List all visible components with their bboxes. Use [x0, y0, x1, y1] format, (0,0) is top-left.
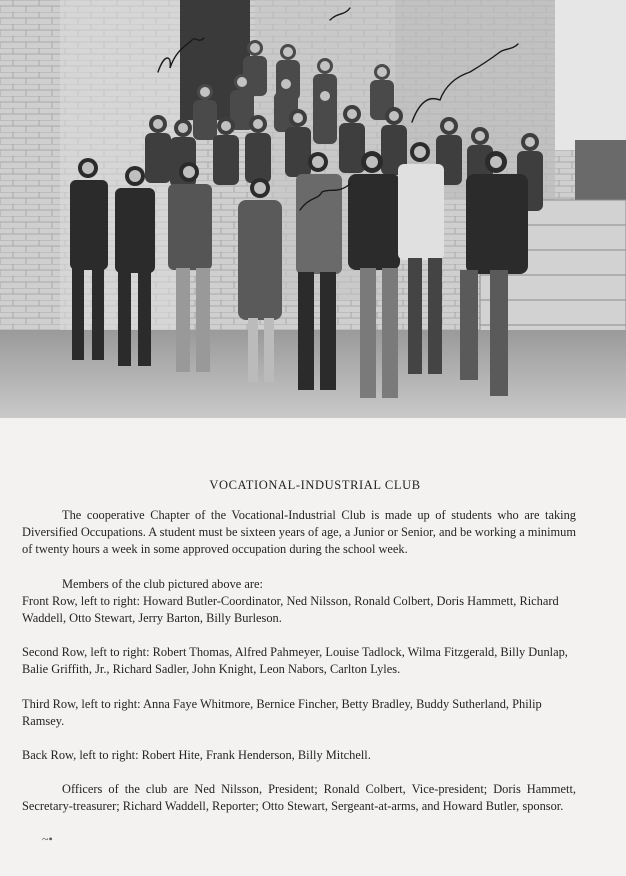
- row-third: [22, 696, 576, 730]
- row-label: Second Row, left to right:: [22, 645, 150, 660]
- row-second: [22, 644, 576, 678]
- row-label: Third Row, left to right:: [22, 696, 141, 711]
- row-front: [22, 593, 576, 627]
- group-photo: [0, 0, 626, 418]
- row-back: [22, 747, 576, 764]
- intro-paragraph: The cooperative Chapter of the Vocational-Industrial Club is made up of students who are taking Diversified Occupations. A student must be sixteen years of age, a Junior or Senior, and be working a minimum of twenty hours a week in some approved occupation during the school week.: [22, 508, 576, 557]
- article-title: VOCATIONAL-INDUSTRIAL CLUB: [209, 478, 421, 492]
- members-lead: Members of the club pictured above are:: [62, 576, 263, 591]
- row-names: Anna Faye Whitmore, Bernice Fincher, Betty Bradley, Buddy Sutherland, Philip Ramsey.: [22, 696, 542, 728]
- row-names: Robert Thomas, Alfred Pahmeyer, Louise Tadlock, Wilma Fitzgerald, Billy Dunlap, Balie Griffith, Jr., Richard Sadler, John Knight, Leon Nabors, Carlton Lyles.: [22, 645, 568, 677]
- caption-block: [0, 478, 626, 816]
- row-label: Back Row, left to right:: [22, 748, 139, 763]
- row-names: Robert Hite, Frank Henderson, Billy Mitchell.: [141, 748, 371, 763]
- officers-paragraph: Officers of the club are Ned Nilsson, President; Ronald Colbert, Vice-president; Doris Hammett, Secretary-treasurer; Richard Waddell, Reporter; Otto Stewart, Sergeant-at-arms, and Howard Butler, sponsor.: [22, 782, 576, 814]
- row-names: Howard Butler-Coordinator, Ned Nilsson, Ronald Colbert, Doris Hammett, Richard Waddell, Otto Stewart, Jerry Barton, Billy Burleson.: [22, 593, 559, 626]
- row-label: Front Row, left to right:: [22, 593, 140, 608]
- page-mark: ~•: [42, 832, 53, 846]
